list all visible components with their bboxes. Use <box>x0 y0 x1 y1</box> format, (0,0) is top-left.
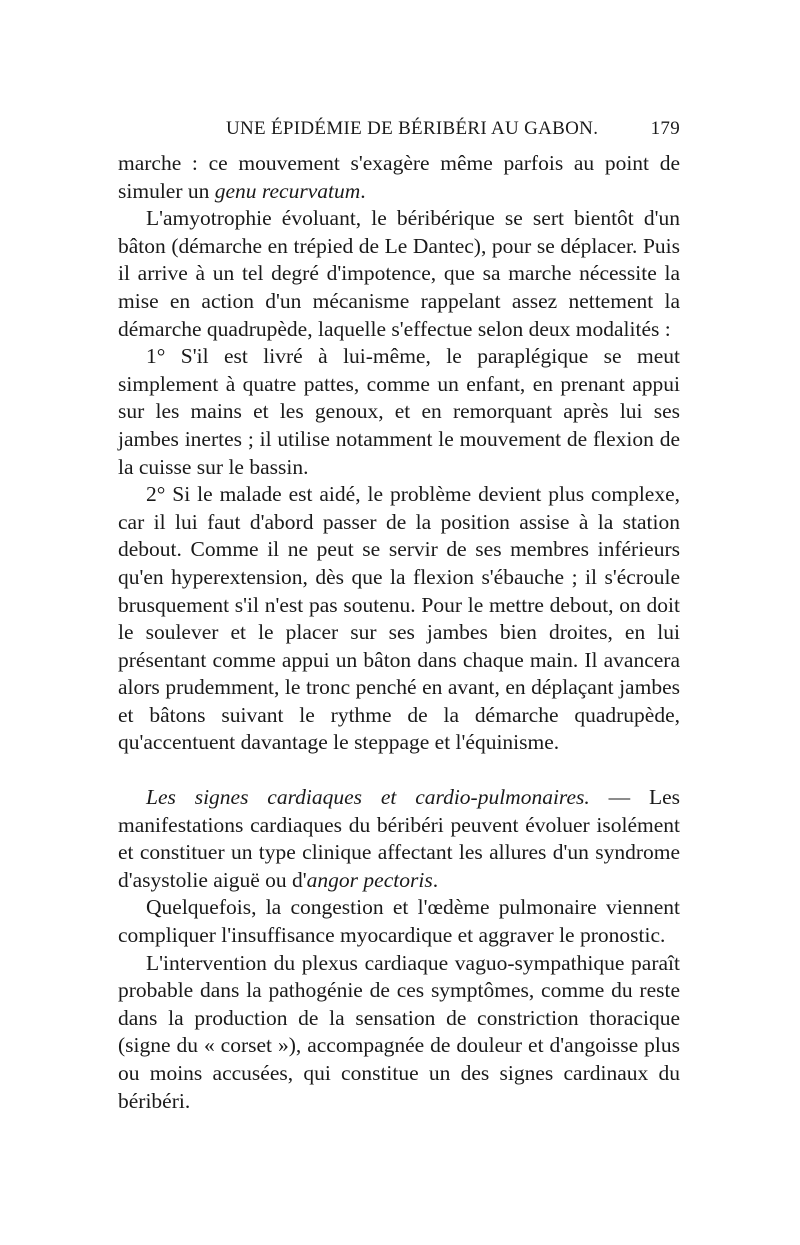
section-heading: Les signes cardiaques et cardio-pulmonaires. <box>146 785 590 810</box>
paragraph-congestion: Quelquefois, la congestion et l'œdème pulmonaire viennent compliquer l'insuffisance myocardique et aggraver le pronostic. <box>118 895 680 948</box>
page-number: 179 <box>650 118 680 139</box>
paragraph-plexus-cardiaque: L'intervention du plexus cardiaque vaguo-sympathique paraît probable dans la pathogénie de ces symptômes, comme du reste dans la production de la sensation de constriction thoracique (signe du « corset »), accompagnée de douleur et d'angoisse plus ou moins accusées, qui constitue un des signes cardinaux du béribéri. <box>118 950 680 1113</box>
latin-term: angor pectoris <box>306 867 433 892</box>
paragraph-modalite-2: 2° Si le malade est aidé, le problème devient plus complexe, car il lui faut d'abord passer de la position assise à la station debout. Comme il ne peut se servir de ses membres inférieurs qu'en hyperextension, dès que la flexion s'ébauche ; il s'écroule brusquement s'il n'est pas soutenu. Pour le mettre debout, on doit le soulever et le placer sur ses jambes bien droites, en lui présentant comme appui un bâton dans chaque main. Il avancera alors prudemment, le tronc penché en avant, en déplaçant jambes et bâtons suivant le rythme de la démarche quadrupède, qu'accentuent davantage le steppage et l'équinisme. <box>118 482 680 755</box>
latin-term: genu recurvatum <box>214 178 361 203</box>
paragraph-amyotrophie: L'amyotrophie évoluant, le béribérique se sert bientôt d'un bâton (démarche en trépied de Le Dantec), pour se déplacer. Puis il arrive à un tel degré d'impotence, que sa marche nécessite la mise en action d'un mécanisme rappelant assez nettement la démarche quadrupède, laquelle s'effectue selon deux modalités : <box>118 206 680 341</box>
paragraph-continued: marche : ce mouvement s'exagère même parfois au point de simuler un genu recurvatum. <box>118 151 680 203</box>
page-body <box>118 150 680 1115</box>
running-header <box>118 118 680 144</box>
paragraph-modalite-1: 1° S'il est livré à lui-même, le paraplégique se meut simplement à quatre pattes, comme un enfant, en prenant appui sur les mains et les genoux, et en remorquant après lui ses jambes inertes ; il utilise notamment le mouvement de flexion de la cuisse sur le bassin. <box>118 344 680 479</box>
paragraph-signes-cardiaques: Les signes cardiaques et cardio-pulmonaires. — Les manifestations cardiaques du béribéri peuvent évoluer isolément et constituer un type clinique affectant les allures d'un syndrome d'asystolie aiguë ou d'angor pectoris. <box>118 785 681 892</box>
running-title: UNE ÉPIDÉMIE DE BÉRIBÉRI AU GABON. <box>226 118 599 139</box>
